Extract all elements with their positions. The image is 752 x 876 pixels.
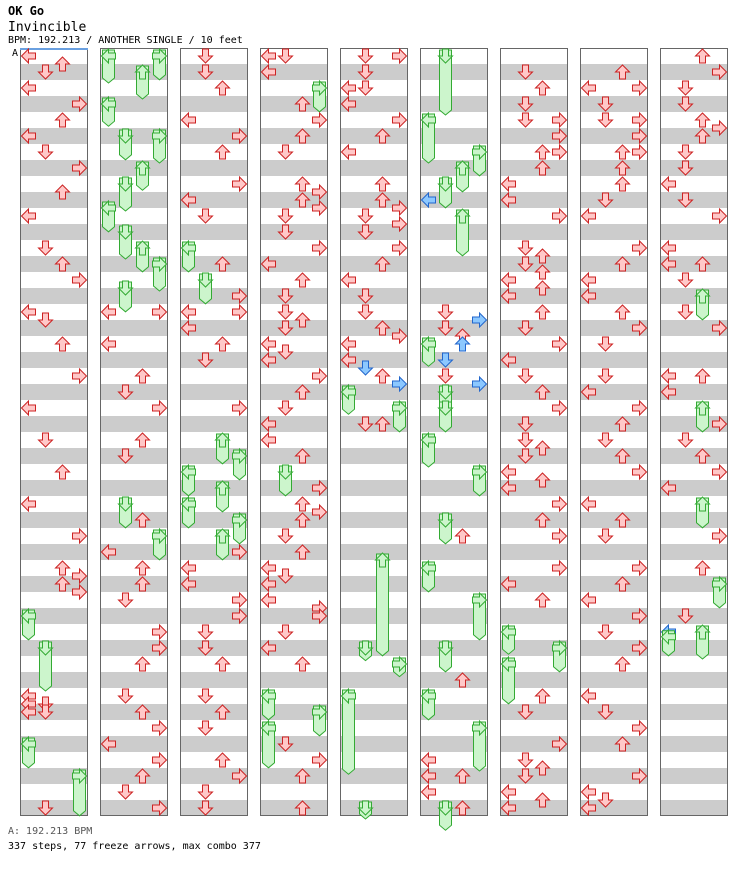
- beat-stripe: [100, 352, 168, 368]
- beat-stripe: [500, 64, 568, 80]
- beat-stripe: [100, 512, 168, 528]
- beat-stripe: [20, 288, 88, 304]
- beat-stripe: [20, 512, 88, 528]
- beat-stripe: [580, 352, 648, 368]
- freeze-arrow-body: [377, 554, 389, 656]
- beat-stripe: [500, 320, 568, 336]
- beat-stripe: [20, 544, 88, 560]
- beat-stripe: [500, 608, 568, 624]
- beat-stripe: [100, 384, 168, 400]
- beat-stripe: [100, 704, 168, 720]
- beat-stripe: [660, 704, 728, 720]
- beat-stripe: [660, 288, 728, 304]
- beat-stripe: [500, 704, 568, 720]
- beat-stripe: [580, 672, 648, 688]
- beat-stripe: [580, 704, 648, 720]
- beat-stripe: [660, 672, 728, 688]
- beat-stripe: [660, 736, 728, 752]
- beat-stripe: [580, 64, 648, 80]
- beat-stripe: [180, 800, 248, 816]
- beat-stripe: [420, 288, 488, 304]
- beat-stripe: [20, 64, 88, 80]
- beat-stripe: [260, 448, 328, 464]
- beat-stripe: [660, 448, 728, 464]
- beat-stripe: [500, 384, 568, 400]
- beat-stripe: [20, 352, 88, 368]
- beat-stripe: [580, 96, 648, 112]
- beat-stripe: [100, 288, 168, 304]
- beat-stripe: [420, 640, 488, 656]
- beat-stripe: [420, 672, 488, 688]
- chart-column: [180, 48, 248, 816]
- bpm-segment-marker: A: [12, 48, 19, 59]
- chart-column: [660, 48, 728, 816]
- beat-stripe: [20, 416, 88, 432]
- beat-stripe: [420, 416, 488, 432]
- beat-stripe: [580, 160, 648, 176]
- beat-stripe: [100, 576, 168, 592]
- beat-stripe: [100, 160, 168, 176]
- beat-stripe: [660, 96, 728, 112]
- beat-stripe: [20, 672, 88, 688]
- beat-stripe: [180, 416, 248, 432]
- beat-stripe: [340, 608, 408, 624]
- chart-info: BPM: 192.213 / ANOTHER SINGLE / 10 feet: [8, 35, 243, 46]
- beat-stripe: [500, 160, 568, 176]
- beat-stripe: [20, 640, 88, 656]
- artist-name: OK Go: [8, 4, 45, 18]
- beat-stripe: [100, 608, 168, 624]
- beat-stripe: [20, 192, 88, 208]
- beat-stripe: [580, 480, 648, 496]
- beat-stripe: [580, 416, 648, 432]
- beat-stripe: [660, 608, 728, 624]
- beat-stripe: [20, 480, 88, 496]
- beat-stripe: [340, 512, 408, 528]
- beat-stripe: [260, 288, 328, 304]
- beat-stripe: [660, 800, 728, 816]
- beat-stripe: [420, 64, 488, 80]
- beat-stripe: [340, 576, 408, 592]
- beat-stripe: [260, 160, 328, 176]
- beat-stripe: [260, 672, 328, 688]
- beat-stripe: [260, 128, 328, 144]
- beat-stripe: [20, 256, 88, 272]
- beat-stripe: [500, 416, 568, 432]
- beat-stripe: [180, 640, 248, 656]
- beat-stripe: [20, 384, 88, 400]
- beat-stripe: [660, 544, 728, 560]
- beat-stripe: [660, 352, 728, 368]
- beat-stripe: [100, 768, 168, 784]
- beat-stripe: [340, 480, 408, 496]
- beat-stripe: [340, 256, 408, 272]
- beat-stripe: [100, 480, 168, 496]
- beat-stripe: [420, 224, 488, 240]
- beat-stripe: [180, 352, 248, 368]
- beat-stripe: [260, 384, 328, 400]
- beat-stripe: [500, 544, 568, 560]
- beat-stripe: [500, 224, 568, 240]
- beat-stripe: [180, 672, 248, 688]
- beat-stripe: [180, 64, 248, 80]
- beat-stripe: [340, 448, 408, 464]
- beat-stripe: [580, 256, 648, 272]
- beat-stripe: [660, 160, 728, 176]
- beat-stripe: [20, 320, 88, 336]
- beat-stripe: [340, 800, 408, 816]
- beat-stripe: [340, 288, 408, 304]
- beat-stripe: [260, 800, 328, 816]
- beat-stripe: [180, 736, 248, 752]
- beat-stripe: [420, 512, 488, 528]
- beat-stripe: [340, 640, 408, 656]
- beat-stripe: [500, 768, 568, 784]
- beat-stripe: [500, 448, 568, 464]
- beat-stripe: [180, 96, 248, 112]
- beat-stripe: [100, 672, 168, 688]
- beat-stripe: [500, 512, 568, 528]
- beat-stripe: [660, 768, 728, 784]
- beat-stripe: [260, 544, 328, 560]
- beat-stripe: [580, 736, 648, 752]
- beat-stripe: [420, 256, 488, 272]
- chart-column: [100, 48, 168, 816]
- beat-stripe: [100, 448, 168, 464]
- beat-stripe: [260, 224, 328, 240]
- beat-stripe: [180, 384, 248, 400]
- song-title: Invincible: [8, 20, 87, 35]
- beat-stripe: [20, 224, 88, 240]
- beat-stripe: [580, 192, 648, 208]
- beat-stripe: [180, 224, 248, 240]
- beat-stripe: [660, 512, 728, 528]
- beat-stripe: [420, 800, 488, 816]
- beat-stripe: [580, 544, 648, 560]
- beat-stripe: [660, 192, 728, 208]
- beat-stripe: [260, 320, 328, 336]
- beat-stripe: [260, 768, 328, 784]
- beat-stripe: [340, 128, 408, 144]
- beat-stripe: [420, 544, 488, 560]
- beat-stripe: [180, 704, 248, 720]
- beat-stripe: [580, 224, 648, 240]
- beat-stripe: [340, 160, 408, 176]
- beat-stripe: [500, 96, 568, 112]
- beat-stripe: [580, 576, 648, 592]
- beat-stripe: [100, 416, 168, 432]
- beat-stripe: [420, 96, 488, 112]
- beat-stripe: [500, 256, 568, 272]
- beat-stripe: [340, 544, 408, 560]
- beat-stripe: [580, 512, 648, 528]
- beat-stripe: [580, 448, 648, 464]
- beat-stripe: [340, 64, 408, 80]
- chart-stats: 337 steps, 77 freeze arrows, max combo 377: [8, 841, 261, 852]
- beat-stripe: [100, 320, 168, 336]
- bpm-summary: A: 192.213 BPM: [8, 826, 93, 837]
- beat-stripe: [20, 448, 88, 464]
- chart-column: [580, 48, 648, 816]
- beat-stripe: [180, 160, 248, 176]
- beat-stripe: [660, 224, 728, 240]
